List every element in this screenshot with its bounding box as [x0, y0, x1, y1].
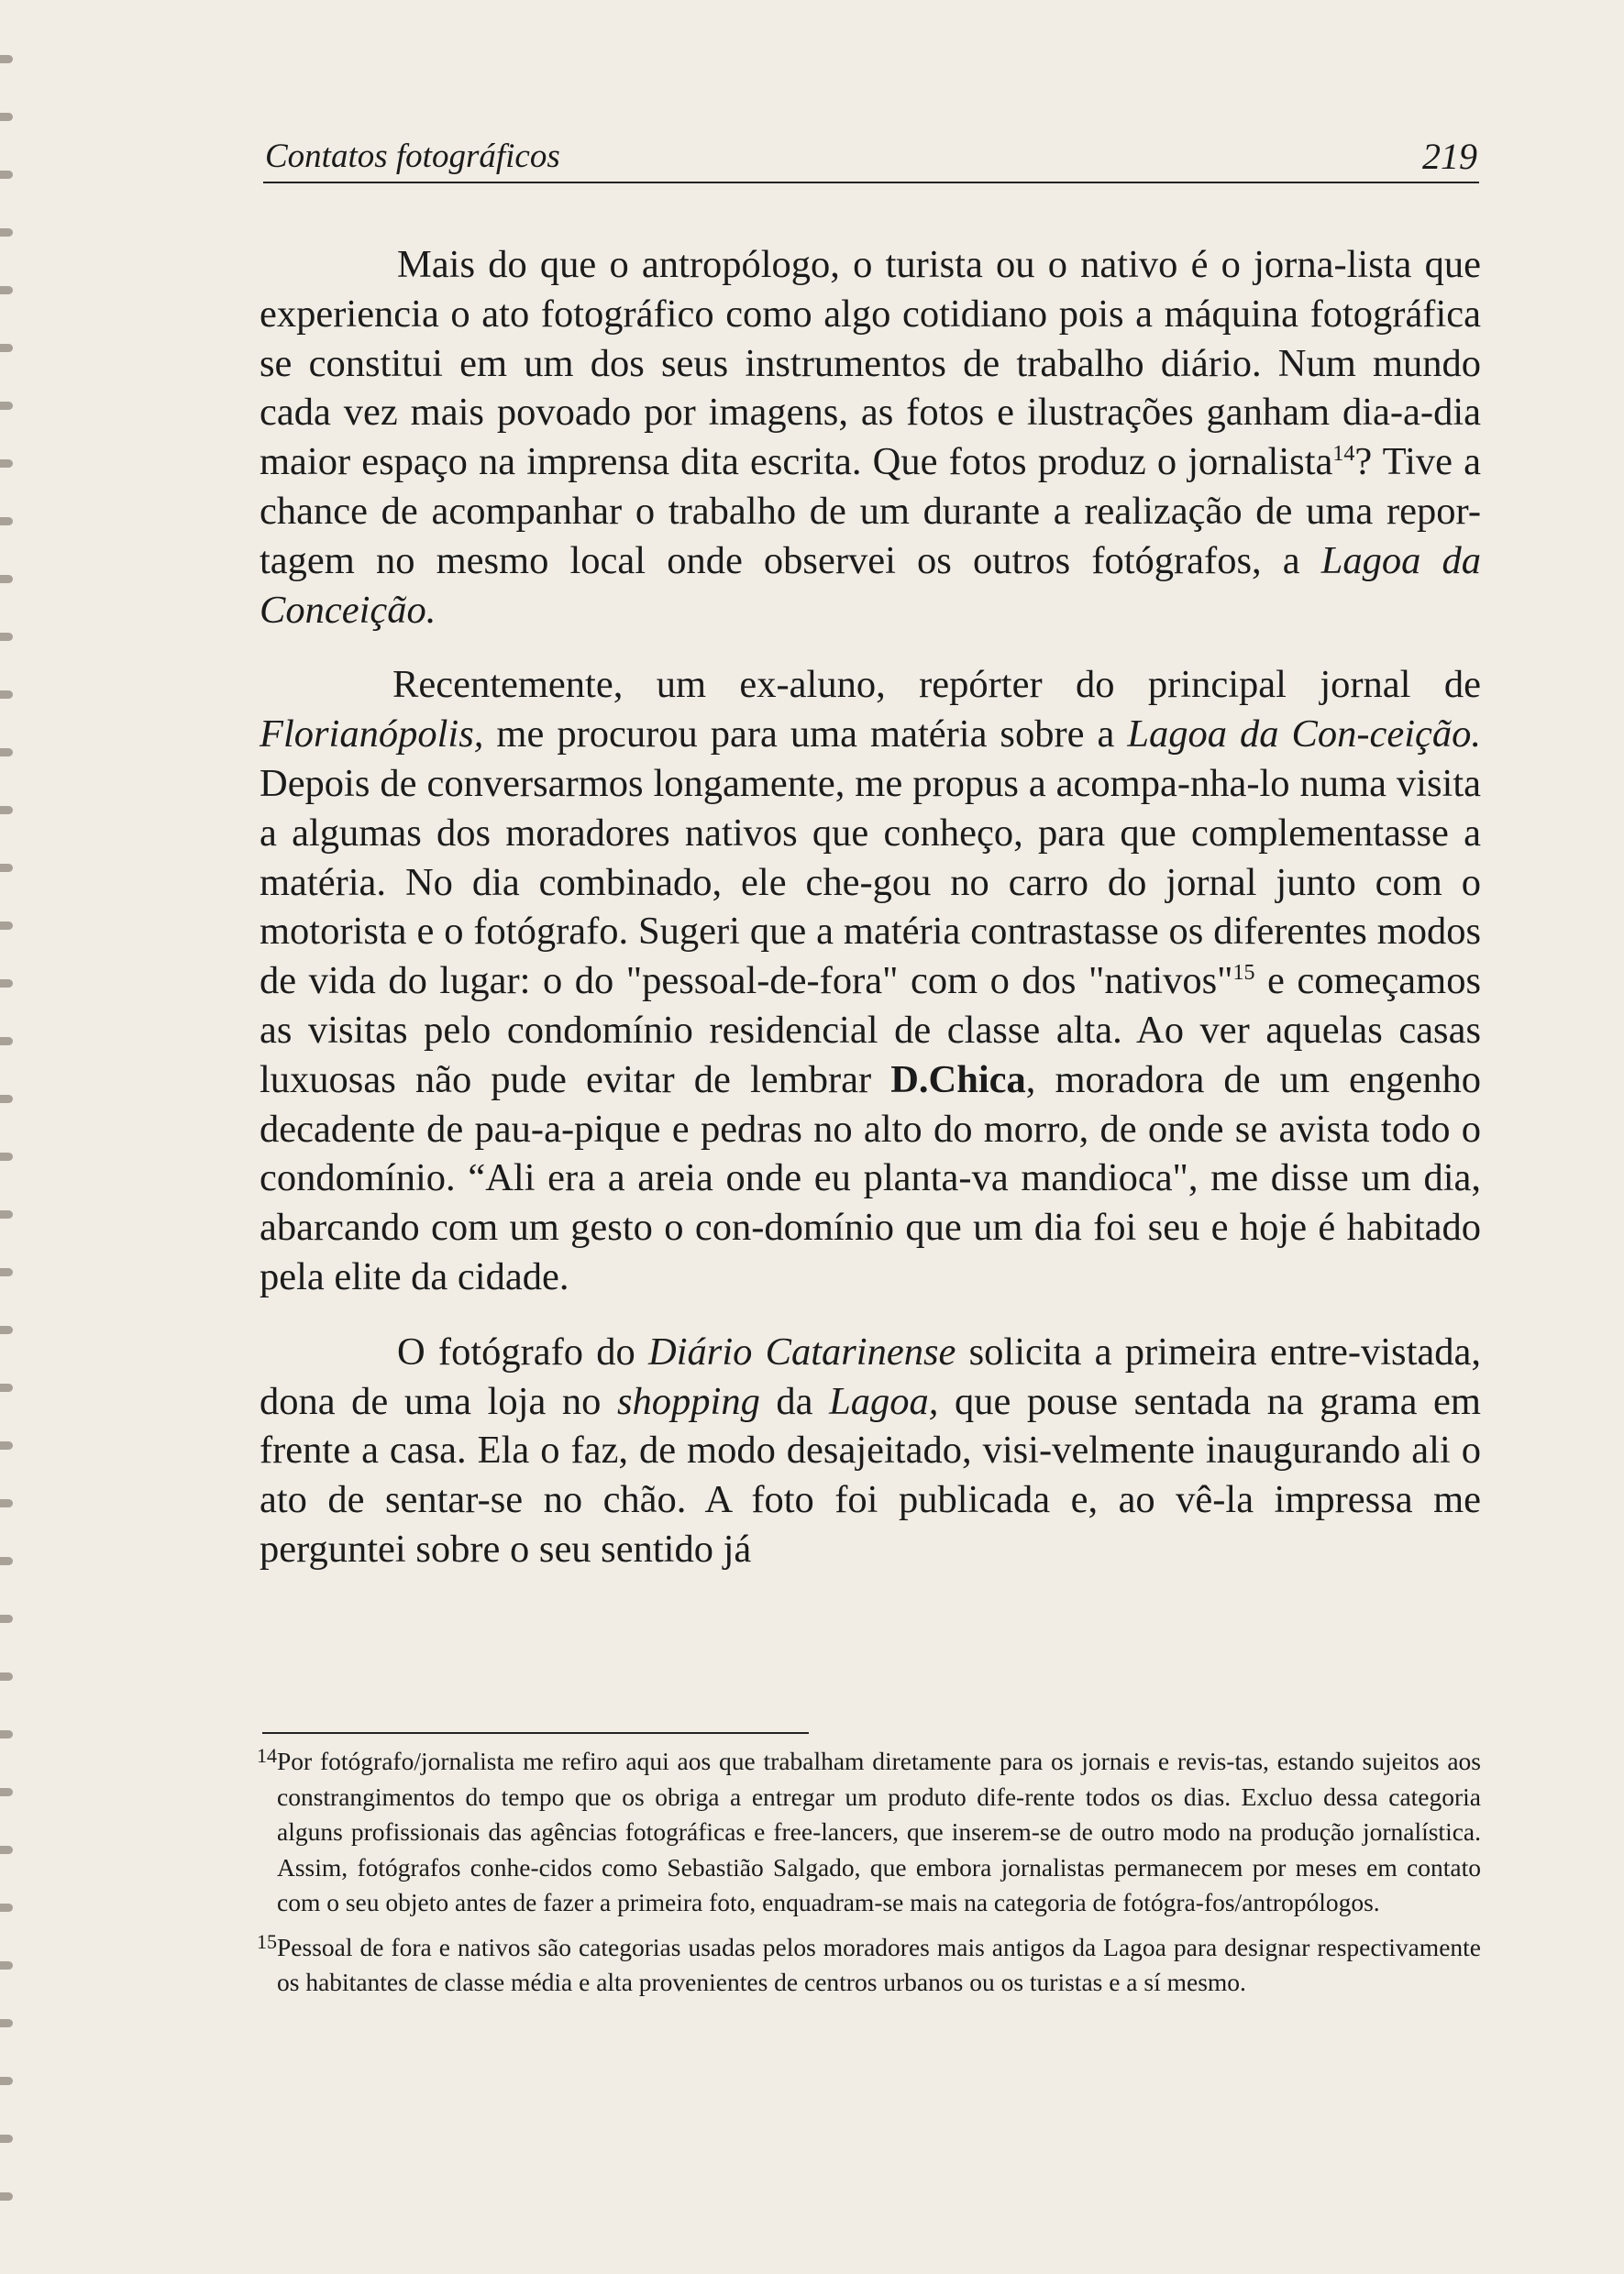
footnote-ref: 14	[1332, 442, 1355, 467]
binding-hole	[0, 2077, 13, 2085]
main-text	[260, 240, 1481, 1574]
binding-hole	[0, 979, 13, 988]
binding-hole	[0, 575, 13, 583]
binding-hole	[0, 1846, 13, 1854]
binding-hole	[0, 864, 13, 872]
binding-hole	[0, 113, 13, 121]
running-header	[263, 127, 1479, 183]
binding-hole	[0, 1153, 13, 1161]
paragraph: Mais do que o antropólogo, o turista ou o nativo é o jorna-lista que experiencia o ato fotográfico como algo cotidiano pois a máquina fotográfica se constitui em um dos seus instrumentos de trabalho diário. Num mundo cada vez mais povoado por imagens, as fotos e ilustrações ganham dia-a-dia maior espaço na imprensa dita escrita. Que fotos produz o jornalista$^{14}$? Tive a chance de acompanhar o trabalho de um durante a realização de uma repor-tagem no mesmo local onde observei os outros fotógrafos, a Lagoa da Conceição.	[260, 243, 1481, 632]
binding-hole	[0, 1615, 13, 1623]
binding-hole	[0, 922, 13, 930]
binding-hole	[0, 344, 13, 352]
binding-hole	[0, 1210, 13, 1219]
spiral-binding-holes	[0, 55, 28, 2256]
binding-hole	[0, 1441, 13, 1450]
binding-hole	[0, 1095, 13, 1103]
binding-hole	[0, 2135, 13, 2143]
binding-hole	[0, 1672, 13, 1681]
binding-hole	[0, 402, 13, 410]
footnote-text: Por fotógrafo/jornalista me refiro aqui aos que trabalham diretamente para os jornais e revis-tas, estando sujeitos aos constrangimentos do tempo que os obriga a entregar um produto dife-rente todos os dias. Excluo dessa categoria alguns profissionais das agências fotográficas e free-lancers, que inserem-se de outro modo na produção jornalística. Assim, fotógrafos conhe-cidos como Sebastião Salgado, que embora jornalistas permanecem por meses em contato com o seu objeto antes de fazer a primeira foto, enquadram-se mais na categoria de fotógra-fos/antropólogos.	[277, 1747, 1481, 1916]
binding-hole	[0, 2019, 13, 2027]
paragraph: O fotógrafo do Diário Catarinense solicita a primeira entre-vistada, dona de uma loja no shopping da Lagoa, que pouse sentada na grama em frente a casa. Ela o faz, de modo desajeitado, visi-velmente inaugurando ali o ato de sentar-se no chão. A foto foi publicada e, ao vê-la impressa me perguntei sobre o seu sentido já	[260, 1330, 1481, 1571]
binding-hole	[0, 1037, 13, 1045]
binding-hole	[0, 806, 13, 814]
footnote-divider	[262, 1732, 809, 1734]
binding-hole	[0, 1499, 13, 1507]
binding-hole	[0, 286, 13, 294]
binding-hole	[0, 228, 13, 237]
footnote-number: 14	[257, 1744, 277, 1767]
footnote-number: 15	[257, 1929, 277, 1953]
footnotes	[257, 1744, 1481, 2001]
binding-hole	[0, 633, 13, 641]
binding-hole	[0, 171, 13, 179]
binding-hole	[0, 517, 13, 525]
binding-hole	[0, 1788, 13, 1796]
binding-hole	[0, 459, 13, 468]
binding-hole	[0, 1326, 13, 1334]
binding-hole	[0, 1384, 13, 1392]
bold-name: D.Chica	[890, 1057, 1026, 1101]
binding-hole	[0, 1557, 13, 1565]
binding-hole	[0, 1268, 13, 1276]
binding-hole	[0, 2192, 13, 2201]
binding-hole	[0, 1961, 13, 1970]
footnote	[257, 1744, 1481, 1921]
binding-hole	[0, 1730, 13, 1739]
paragraph: Recentemente, um ex-aluno, repórter do principal jornal de Florianópolis, me procurou para uma matéria sobre a Lagoa da Con-ceição. Depois de conversarmos longamente, me propus a acompa-nha-lo numa visita a algumas dos moradores nativos que conheço, para que complementasse a matéria. No dia combinado, ele che-gou no carro do jornal junto com o motorista e o fotógrafo. Sugeri que a matéria contrastasse os diferentes modos de vida do lugar: o do "pessoal-de-fora" com o dos "nativos"$^{15}$ e começamos as visitas pelo condomínio residencial de classe alta. Ao ver aquelas casas luxuosas não pude evitar de lembrar D.Chica, moradora de um engenho decadente de pau-a-pique e pedras no alto do morro, de onde se avista todo o condomínio. “Ali era a areia onde eu planta-va mandioca", me disse um dia, abarcando com um gesto o con-domínio que um dia foi seu e hoje é habitado pela elite da cidade.	[260, 663, 1481, 1298]
footnote-text: Pessoal de fora e nativos são categorias usadas pelos moradores mais antigos da Lagoa para designar respectivamente os habitantes de classe média e alta provenientes de centros urbanos ou os turistas e a sí mesmo.	[277, 1932, 1481, 1996]
binding-hole	[0, 55, 13, 63]
page-number: 219	[1422, 136, 1477, 177]
footnote	[257, 1930, 1481, 2001]
binding-hole	[0, 1904, 13, 1912]
binding-hole	[0, 690, 13, 699]
binding-hole	[0, 748, 13, 756]
footnote-ref: 15	[1232, 961, 1255, 985]
chapter-title: Contatos fotográficos	[265, 138, 560, 175]
